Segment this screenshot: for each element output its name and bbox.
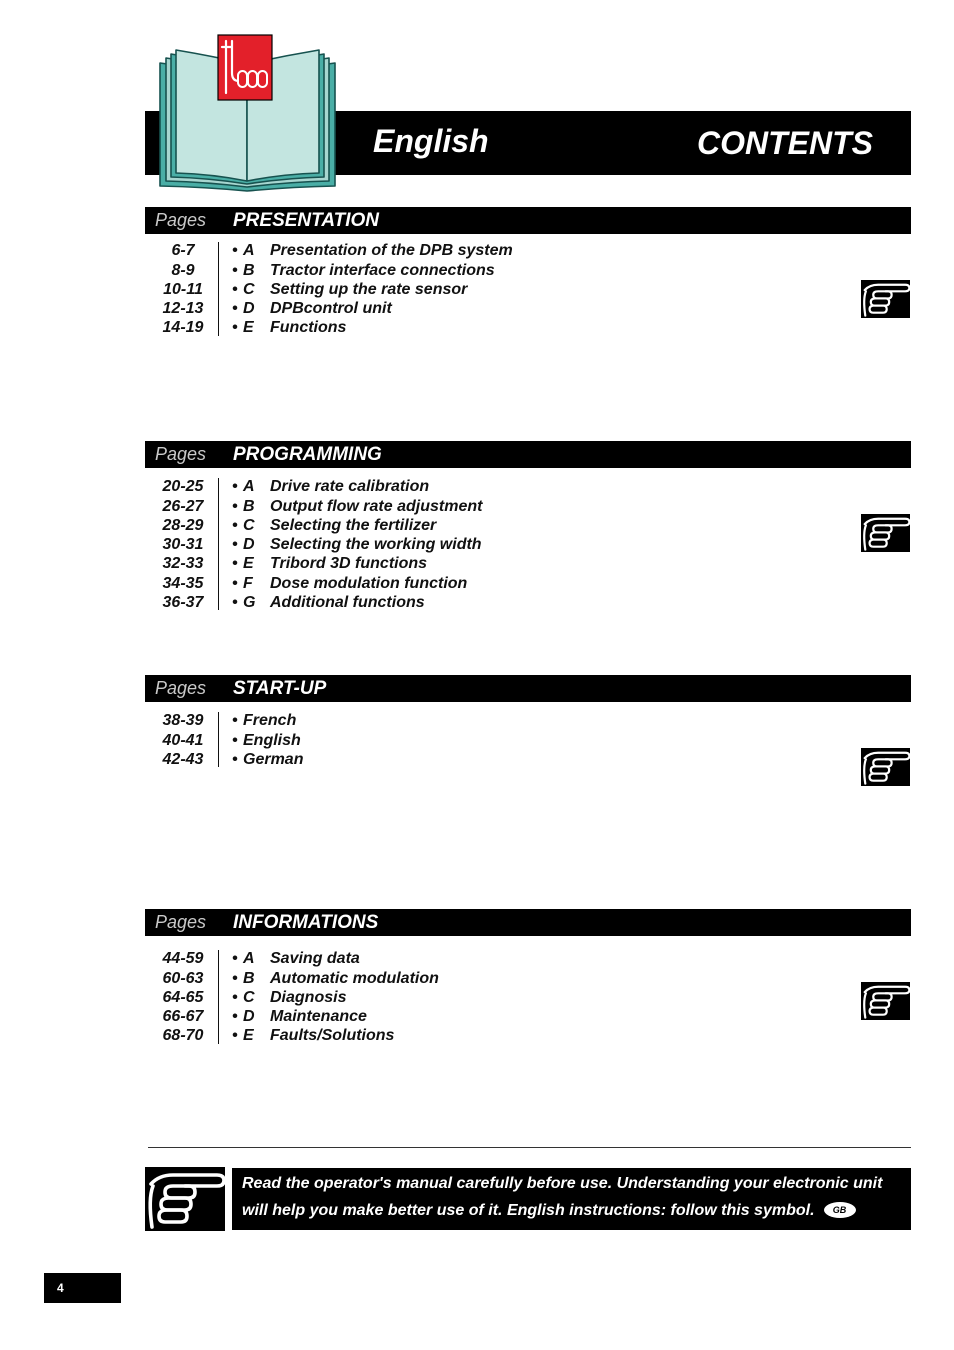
toc-entry <box>0 731 850 750</box>
entry-title: Selecting the fertilizer <box>270 516 437 534</box>
entry-letter: D <box>243 1008 255 1026</box>
pointing-hand-icon <box>861 280 910 318</box>
toc-entry <box>0 241 850 260</box>
entry-title: Presentation of the DPB system <box>270 242 513 260</box>
page-title: CONTENTS <box>697 125 873 161</box>
bullet: • <box>232 1027 238 1045</box>
toc-entry <box>0 516 850 535</box>
bullet: • <box>232 242 238 260</box>
bullet: • <box>232 731 238 749</box>
entry-letter: E <box>243 1027 254 1045</box>
entry-title: Faults/Solutions <box>270 1027 395 1045</box>
divider-rule <box>148 1147 911 1148</box>
page-range: 14-19 <box>162 319 204 337</box>
entry-letter: F <box>243 574 253 592</box>
entry-title: Output flow rate adjustment <box>270 497 483 515</box>
page-range: 28-29 <box>162 516 204 534</box>
bullet: • <box>232 516 238 534</box>
page-range: 38-39 <box>162 712 204 730</box>
entry-title: Functions <box>270 319 347 337</box>
pages-column-label: Pages <box>155 912 207 932</box>
section-header-bar <box>145 207 911 234</box>
entry-title: Tribord 3D functions <box>270 555 428 573</box>
page-range: 66-67 <box>162 1008 204 1026</box>
pointing-hand-icon <box>861 514 910 552</box>
toc-entry <box>0 750 850 769</box>
section-start-up <box>0 675 954 875</box>
entry-letter: B <box>243 969 255 987</box>
page-range: 44-59 <box>162 950 204 968</box>
page-range: 8-9 <box>171 261 195 279</box>
toc-entry <box>0 497 850 516</box>
bullet: • <box>232 261 238 279</box>
section-header-bar <box>145 441 911 468</box>
section-programming <box>0 441 954 641</box>
instruction-note <box>232 1168 911 1230</box>
gb-badge: GB <box>824 1202 856 1218</box>
entry-title: Drive rate calibration <box>270 478 430 496</box>
pointing-hand-icon <box>861 982 910 1020</box>
bullet: • <box>232 319 238 337</box>
entry-title: Diagnosis <box>270 988 347 1006</box>
toc-entry <box>0 574 850 593</box>
bullet: • <box>232 593 238 611</box>
section-informations <box>0 909 954 1109</box>
toc-entry <box>0 949 850 968</box>
pages-column-label: Pages <box>155 210 207 230</box>
toc-entry <box>0 988 850 1007</box>
page-range: 12-13 <box>162 300 204 318</box>
entry-title: French <box>243 712 297 730</box>
entry-letter: D <box>243 300 255 318</box>
bullet: • <box>232 712 238 730</box>
bullet: • <box>232 1008 238 1026</box>
entry-letter: D <box>243 536 255 554</box>
pages-column-label: Pages <box>155 444 207 464</box>
page-range: 10-11 <box>163 280 203 298</box>
page-range: 60-63 <box>162 969 204 987</box>
page-range: 34-35 <box>162 574 204 592</box>
page-range: 20-25 <box>162 478 204 496</box>
entry-letter: B <box>243 261 255 279</box>
bullet: • <box>232 536 238 554</box>
entry-letter: A <box>243 950 255 968</box>
section-header-bar <box>145 675 911 702</box>
section-title: START-UP <box>233 678 327 699</box>
note-line-1: Read the operator's manual carefully before use. Understanding your electronic unit <box>242 1175 883 1192</box>
toc-entry <box>0 477 850 496</box>
toc-list <box>0 949 954 1099</box>
bullet: • <box>232 950 238 968</box>
entry-letter: E <box>243 555 254 573</box>
page-range: 68-70 <box>162 1027 204 1045</box>
toc-entry <box>0 318 850 337</box>
page-range: 64-65 <box>162 988 204 1006</box>
bullet: • <box>232 574 238 592</box>
page-range: 26-27 <box>162 497 204 515</box>
language-label: English <box>373 123 489 159</box>
toc-entry <box>0 280 850 299</box>
note-line-2 <box>242 1197 911 1224</box>
bullet: • <box>232 497 238 515</box>
section-title: PROGRAMMING <box>233 444 382 465</box>
entry-letter: A <box>243 478 255 496</box>
page-range: 42-43 <box>162 750 204 768</box>
entry-title: Selecting the working width <box>270 536 482 554</box>
page-range: 6-7 <box>171 242 195 260</box>
toc-entry <box>0 299 850 318</box>
entry-title: English <box>243 731 301 749</box>
entry-letter: B <box>243 497 255 515</box>
entry-title: DPBcontrol unit <box>270 300 392 318</box>
toc-list <box>0 241 954 391</box>
section-title: PRESENTATION <box>233 210 380 231</box>
page-number: 4 <box>44 1273 121 1303</box>
entry-letter: C <box>243 516 255 534</box>
entry-title: Maintenance <box>270 1008 367 1026</box>
hand-logo-icon <box>218 35 272 100</box>
entry-letter: G <box>243 593 256 611</box>
page-range: 30-31 <box>162 536 204 554</box>
page-range: 40-41 <box>162 731 204 749</box>
bullet: • <box>232 969 238 987</box>
bullet: • <box>232 988 238 1006</box>
section-title: INFORMATIONS <box>233 912 379 933</box>
section-presentation <box>0 207 954 407</box>
toc-list <box>0 711 954 861</box>
note-line-2-text: will help you make better use of it. English instructions: follow this symbol. <box>242 1202 815 1219</box>
bullet: • <box>232 280 238 298</box>
toc-entry <box>0 261 850 280</box>
toc-list <box>0 477 954 627</box>
pointing-hand-icon <box>145 1167 225 1231</box>
toc-entry <box>0 969 850 988</box>
bullet: • <box>232 478 238 496</box>
page-range: 36-37 <box>162 593 204 611</box>
book-with-hand-icon <box>155 33 340 193</box>
toc-entry <box>0 1026 850 1045</box>
page-range: 32-33 <box>162 555 204 573</box>
toc-entry <box>0 535 850 554</box>
toc-entry <box>0 554 850 573</box>
entry-title: Setting up the rate sensor <box>270 280 468 298</box>
entry-letter: A <box>243 242 255 260</box>
pointing-hand-icon <box>861 748 910 786</box>
entry-title: Dose modulation function <box>270 574 468 592</box>
section-header-bar <box>145 909 911 936</box>
entry-letter: C <box>243 280 255 298</box>
toc-entry <box>0 711 850 730</box>
toc-entry <box>0 593 850 612</box>
entry-letter: C <box>243 988 255 1006</box>
entry-title: Saving data <box>270 950 360 968</box>
entry-title: Tractor interface connections <box>270 261 495 279</box>
bullet: • <box>232 555 238 573</box>
bullet: • <box>232 300 238 318</box>
toc-entry <box>0 1007 850 1026</box>
pages-column-label: Pages <box>155 678 207 698</box>
entry-title: Additional functions <box>270 593 425 611</box>
entry-title: German <box>243 750 304 768</box>
entry-letter: E <box>243 319 254 337</box>
entry-title: Automatic modulation <box>270 969 439 987</box>
bullet: • <box>232 750 238 768</box>
